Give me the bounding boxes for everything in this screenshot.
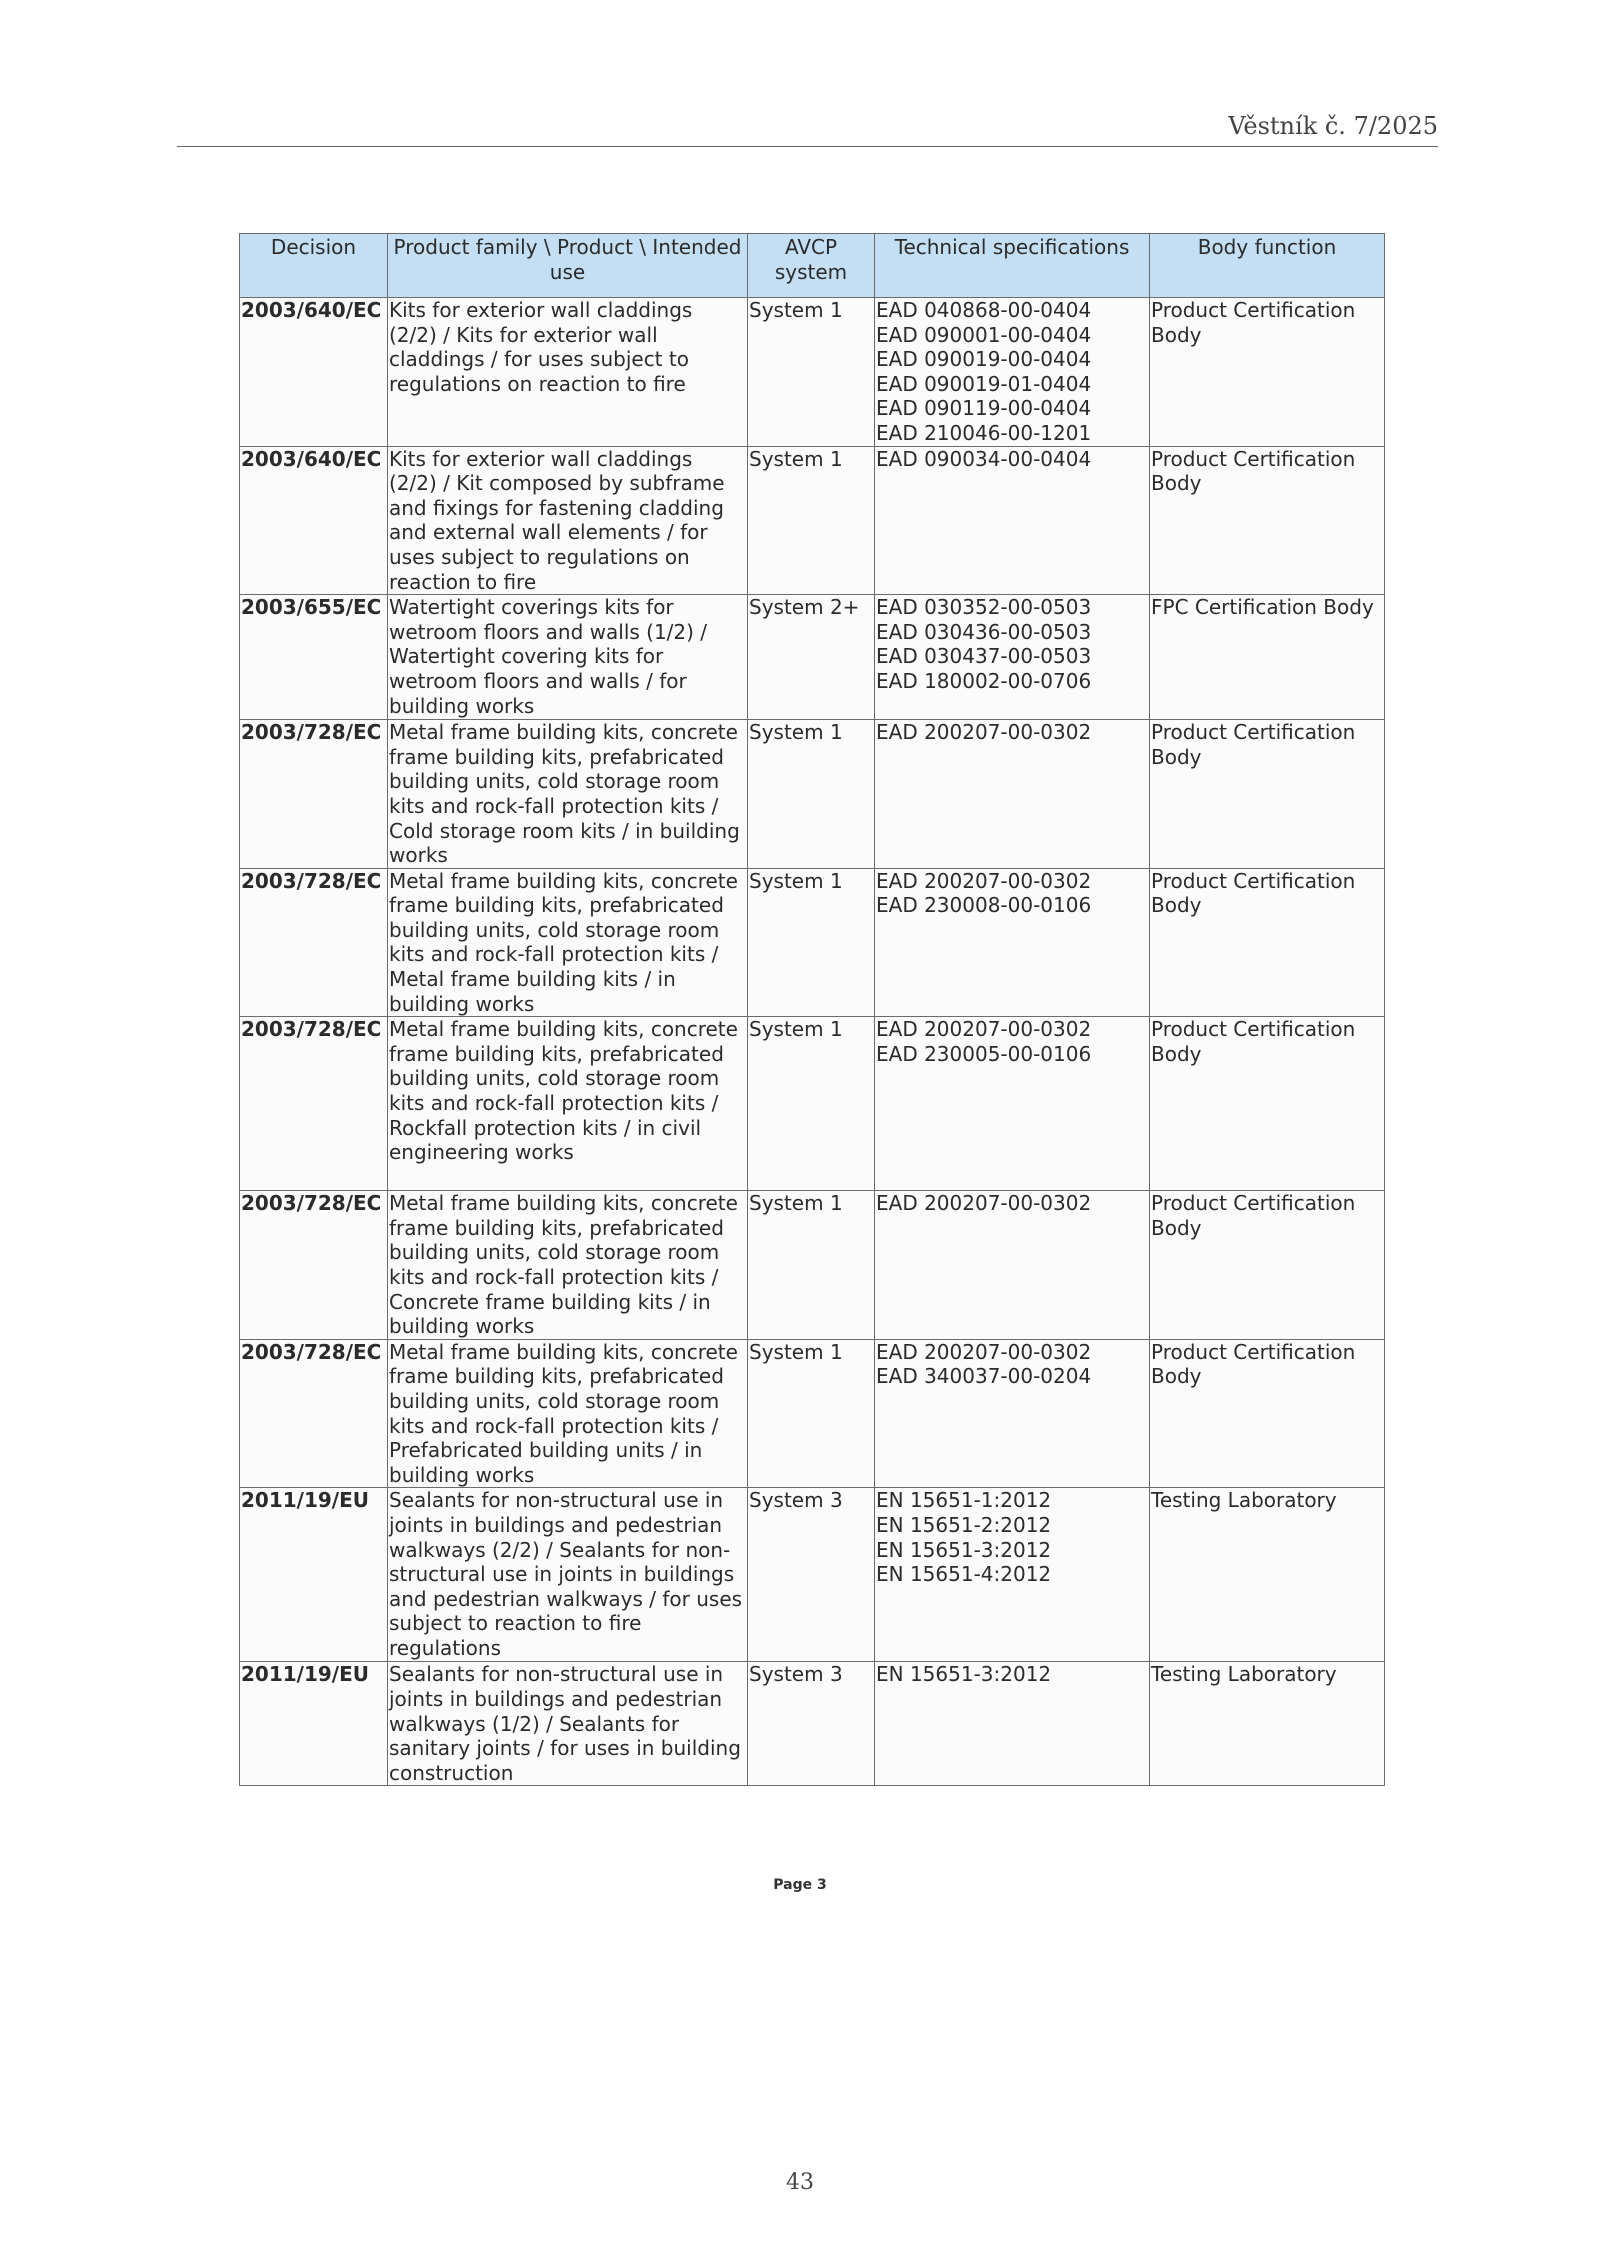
product-cell: Sealants for non-structural use in joints in buildings and pedestrian walkways (2/2) / Sealants for non-structural use in joints in buildings and pedestrian walkways / for uses subject to reaction to fire regulations — [388, 1488, 748, 1662]
column-header-body: Body function — [1150, 234, 1385, 298]
spec-item: EAD 090019-01-0404 — [876, 371, 1092, 396]
body-function-cell: Product Certification Body — [1150, 298, 1385, 447]
specs-cell — [875, 1191, 1150, 1340]
decision-cell: 2003/640/EC — [240, 446, 388, 595]
body-function-cell: FPC Certification Body — [1150, 595, 1385, 720]
product-cell: Sealants for non-structural use in joints in buildings and pedestrian walkways (1/2) / Sealants for sanitary joints / for uses in building construction — [388, 1662, 748, 1786]
spec-item: EAD 030436-00-0503 — [876, 619, 1092, 644]
product-cell: Metal frame building kits, concrete frame building kits, prefabricated building units, cold storage room kits and rock-fall protection kits / Cold storage room kits / in building works — [388, 720, 748, 869]
avcp-cell: System 3 — [748, 1662, 875, 1786]
spec-item: EAD 200207-00-0302 — [876, 868, 1092, 893]
specs-cell — [875, 595, 1150, 720]
avcp-cell: System 1 — [748, 1017, 875, 1191]
avcp-cell: System 1 — [748, 446, 875, 595]
decision-cell: 2003/640/EC — [240, 298, 388, 447]
table-row — [240, 720, 1385, 869]
spec-item: EN 15651-3:2012 — [876, 1662, 1052, 1687]
spec-item: EN 15651-3:2012 — [876, 1537, 1052, 1562]
body-function-cell: Product Certification Body — [1150, 720, 1385, 869]
body-function-cell: Product Certification Body — [1150, 868, 1385, 1017]
product-cell: Kits for exterior wall claddings (2/2) / Kits for exterior wall claddings / for uses subject to regulations on reaction to fire — [388, 298, 748, 447]
table-row — [240, 1191, 1385, 1340]
spec-item: EN 15651-1:2012 — [876, 1488, 1052, 1513]
table-row — [240, 868, 1385, 1017]
product-cell: Kits for exterior wall claddings (2/2) / Kit composed by subframe and fixings for fastening cladding and external wall elements / for uses subject to regulations on reaction to fire — [388, 446, 748, 595]
product-cell: Metal frame building kits, concrete frame building kits, prefabricated building units, cold storage room kits and rock-fall protection kits / Metal frame building kits / in building works — [388, 868, 748, 1017]
table-row — [240, 1017, 1385, 1191]
product-cell: Metal frame building kits, concrete frame building kits, prefabricated building units, cold storage room kits and rock-fall protection kits / Rockfall protection kits / in civil engineering works — [388, 1017, 748, 1191]
avcp-cell: System 1 — [748, 868, 875, 1017]
page-label: Page 3 — [773, 1877, 827, 1893]
body-function-cell: Testing Laboratory — [1150, 1488, 1385, 1662]
product-cell: Metal frame building kits, concrete frame building kits, prefabricated building units, cold storage room kits and rock-fall protection kits / Prefabricated building units / in building works — [388, 1339, 748, 1488]
specs-cell — [875, 1339, 1150, 1488]
spec-item: EAD 030352-00-0503 — [876, 595, 1092, 620]
body-function-cell: Product Certification Body — [1150, 446, 1385, 595]
specs-cell — [875, 1488, 1150, 1662]
table-row — [240, 1339, 1385, 1488]
specs-cell — [875, 868, 1150, 1017]
spec-item: EAD 090001-00-0404 — [876, 322, 1092, 347]
table-row — [240, 298, 1385, 447]
column-header-product: Product family \ Product \ Intended use — [388, 234, 748, 298]
avcp-cell: System 1 — [748, 720, 875, 869]
spec-item: EAD 200207-00-0302 — [876, 1017, 1092, 1042]
product-cell: Metal frame building kits, concrete frame building kits, prefabricated building units, cold storage room kits and rock-fall protection kits / Concrete frame building kits / in building works — [388, 1191, 748, 1340]
table-row — [240, 595, 1385, 720]
spec-item: EAD 030437-00-0503 — [876, 644, 1092, 669]
avcp-cell: System 1 — [748, 1339, 875, 1488]
specs-cell — [875, 720, 1150, 869]
spec-item: EAD 340037-00-0204 — [876, 1364, 1092, 1389]
body-function-cell: Product Certification Body — [1150, 1339, 1385, 1488]
decision-cell: 2011/19/EU — [240, 1662, 388, 1786]
decision-cell: 2003/728/EC — [240, 720, 388, 869]
spec-item: EAD 210046-00-1201 — [876, 420, 1092, 445]
decision-cell: 2003/728/EC — [240, 1017, 388, 1191]
specs-cell — [875, 446, 1150, 595]
column-header-avcp: AVCP system — [748, 234, 875, 298]
spec-item: EAD 090019-00-0404 — [876, 347, 1092, 372]
decision-cell: 2003/728/EC — [240, 1339, 388, 1488]
table-row — [240, 1488, 1385, 1662]
avcp-cell: System 1 — [748, 298, 875, 447]
table-row — [240, 1662, 1385, 1786]
table-row — [240, 446, 1385, 595]
decisions-table — [239, 233, 1385, 1786]
spec-item: EAD 200207-00-0302 — [876, 1339, 1092, 1364]
decision-cell: 2003/728/EC — [240, 1191, 388, 1340]
header-title: Věstník č. 7/2025 — [1228, 112, 1438, 140]
body-function-cell: Product Certification Body — [1150, 1191, 1385, 1340]
specs-cell — [875, 1017, 1150, 1191]
spec-item: EAD 200207-00-0302 — [876, 1191, 1092, 1216]
table-header-row — [240, 234, 1385, 298]
body-function-cell: Testing Laboratory — [1150, 1662, 1385, 1786]
avcp-cell: System 3 — [748, 1488, 875, 1662]
table-body — [240, 298, 1385, 1786]
product-cell: Watertight coverings kits for wetroom floors and walls (1/2) / Watertight covering kits for wetroom floors and walls / for building works — [388, 595, 748, 720]
spec-item: EN 15651-4:2012 — [876, 1562, 1052, 1587]
spec-item: EAD 090119-00-0404 — [876, 396, 1092, 421]
decision-cell: 2011/19/EU — [240, 1488, 388, 1662]
page-number: 43 — [786, 2170, 814, 2195]
column-header-specs: Technical specifications — [875, 234, 1150, 298]
avcp-cell: System 2+ — [748, 595, 875, 720]
decision-cell: 2003/655/EC — [240, 595, 388, 720]
body-function-cell: Product Certification Body — [1150, 1017, 1385, 1191]
spec-item: EAD 230005-00-0106 — [876, 1041, 1092, 1066]
spec-item: EN 15651-2:2012 — [876, 1512, 1052, 1537]
spec-item: EAD 040868-00-0404 — [876, 298, 1092, 322]
column-header-decision: Decision — [240, 234, 388, 298]
spec-item: EAD 230008-00-0106 — [876, 893, 1092, 918]
header-rule — [177, 146, 1438, 147]
decision-cell: 2003/728/EC — [240, 868, 388, 1017]
spec-item: EAD 090034-00-0404 — [876, 446, 1092, 471]
specs-cell — [875, 298, 1150, 447]
specs-cell — [875, 1662, 1150, 1786]
spec-item: EAD 180002-00-0706 — [876, 668, 1092, 693]
avcp-cell: System 1 — [748, 1191, 875, 1340]
spec-item: EAD 200207-00-0302 — [876, 720, 1092, 745]
